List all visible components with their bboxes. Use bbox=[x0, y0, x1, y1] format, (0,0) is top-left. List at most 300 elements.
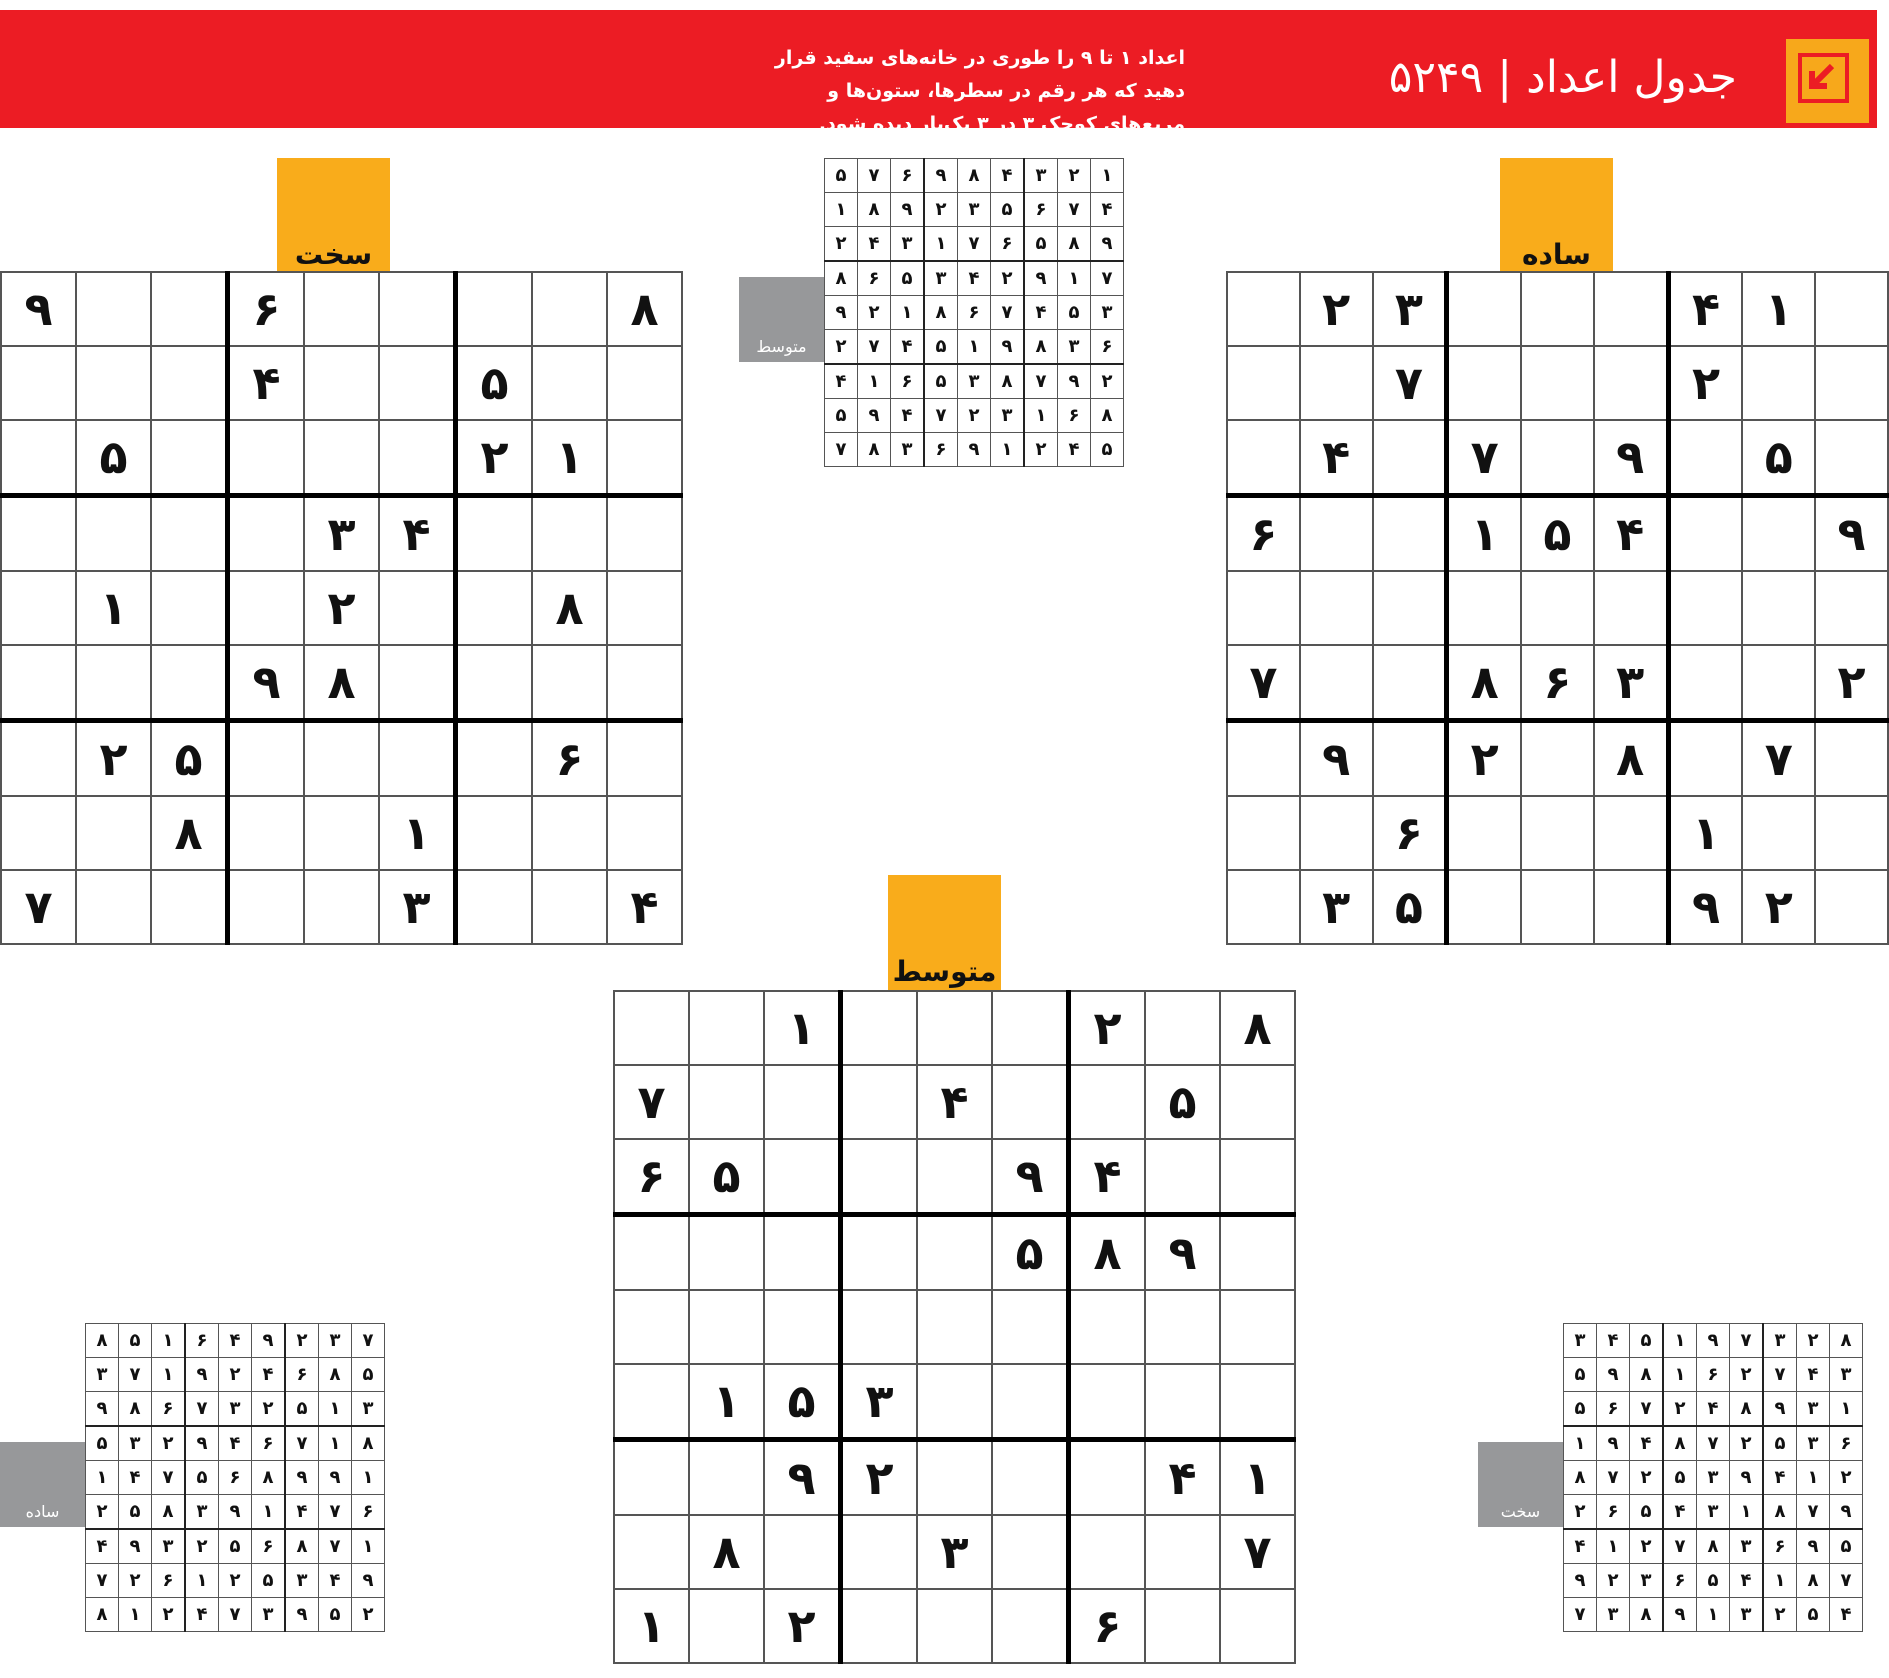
grid-row bbox=[1564, 1426, 1863, 1461]
grid-cell bbox=[532, 272, 607, 346]
grid-cell: ۸ bbox=[1024, 330, 1058, 365]
grid-cell: ۷ bbox=[1, 870, 76, 944]
grid-cell: ۳ bbox=[1763, 1324, 1797, 1358]
grid-cell bbox=[304, 420, 379, 496]
grid-cell: ۲ bbox=[1597, 1564, 1630, 1598]
grid-cell bbox=[1220, 1139, 1295, 1215]
grid-cell: ۹ bbox=[1594, 420, 1668, 496]
grid-cell bbox=[1, 346, 76, 420]
grid-cell: ۶ bbox=[1763, 1529, 1797, 1564]
grid-cell: ۱ bbox=[119, 1598, 152, 1632]
grid-cell: ۶ bbox=[1373, 796, 1447, 870]
grid-cell bbox=[532, 496, 607, 572]
grid-cell: ۹ bbox=[1663, 1598, 1697, 1632]
grid-cell: ۸ bbox=[1663, 1426, 1697, 1461]
grid-cell bbox=[1227, 420, 1300, 496]
grid-cell: ۵ bbox=[1145, 1065, 1220, 1139]
grid-cell: ۸ bbox=[352, 1426, 385, 1461]
grid-cell bbox=[228, 796, 305, 870]
grid-cell bbox=[992, 1515, 1069, 1589]
grid-cell bbox=[532, 645, 607, 721]
grid-cell bbox=[532, 346, 607, 420]
grid-cell: ۷ bbox=[352, 1324, 385, 1358]
grid-cell: ۲ bbox=[1730, 1426, 1764, 1461]
grid-cell: ۲ bbox=[1091, 364, 1124, 399]
grid-cell: ۵ bbox=[185, 1461, 219, 1495]
grid-cell: ۴ bbox=[891, 330, 925, 365]
grid-cell bbox=[1668, 571, 1742, 645]
grid-cell: ۳ bbox=[1630, 1564, 1664, 1598]
grid-cell bbox=[1815, 796, 1888, 870]
grid-row bbox=[1564, 1324, 1863, 1358]
grid-cell: ۷ bbox=[319, 1495, 352, 1530]
grid-cell: ۶ bbox=[891, 159, 925, 193]
grid-cell bbox=[1815, 571, 1888, 645]
grid-cell: ۷ bbox=[1564, 1598, 1597, 1632]
grid-cell: ۳ bbox=[152, 1529, 186, 1564]
grid-cell bbox=[1227, 272, 1300, 346]
grid-cell: ۴ bbox=[1797, 1358, 1830, 1392]
grid-cell bbox=[614, 991, 689, 1065]
grid-cell: ۶ bbox=[1597, 1392, 1630, 1427]
grid-cell bbox=[1300, 645, 1373, 721]
grid-cell: ۵ bbox=[352, 1358, 385, 1392]
grid-cell: ۱ bbox=[379, 796, 456, 870]
easy-answer-label: ساده bbox=[0, 1442, 85, 1527]
grid-cell: ۹ bbox=[1815, 496, 1888, 572]
grid-cell bbox=[1069, 1515, 1146, 1589]
grid-row bbox=[1, 796, 682, 870]
grid-cell: ۷ bbox=[1091, 261, 1124, 296]
grid-cell bbox=[764, 1215, 841, 1291]
grid-cell bbox=[1742, 796, 1815, 870]
hard-answer-label: سخت bbox=[1478, 1442, 1563, 1527]
grid-row bbox=[825, 330, 1124, 365]
grid-cell bbox=[1594, 571, 1668, 645]
grid-row bbox=[1227, 870, 1888, 944]
grid-cell: ۶ bbox=[352, 1495, 385, 1530]
grid-cell: ۴ bbox=[917, 1065, 992, 1139]
hard-label: سخت bbox=[277, 158, 390, 273]
grid-cell bbox=[917, 1215, 992, 1291]
grid-cell bbox=[917, 1290, 992, 1364]
grid-cell: ۹ bbox=[992, 1139, 1069, 1215]
grid-cell: ۶ bbox=[252, 1529, 286, 1564]
grid-cell: ۷ bbox=[1797, 1495, 1830, 1530]
grid-cell: ۲ bbox=[86, 1495, 119, 1530]
grid-cell: ۱ bbox=[1091, 159, 1124, 193]
grid-cell bbox=[76, 870, 151, 944]
grid-row bbox=[825, 227, 1124, 262]
grid-cell: ۲ bbox=[1730, 1358, 1764, 1392]
grid-cell: ۸ bbox=[1058, 227, 1091, 262]
grid-cell bbox=[456, 496, 533, 572]
grid-cell bbox=[151, 870, 228, 944]
grid-cell: ۱ bbox=[1763, 1564, 1797, 1598]
grid-cell bbox=[456, 571, 533, 645]
grid-cell bbox=[151, 420, 228, 496]
grid-cell: ۴ bbox=[1058, 433, 1091, 467]
hard-solution-grid bbox=[1563, 1323, 1863, 1632]
grid-cell bbox=[764, 1065, 841, 1139]
grid-cell: ۹ bbox=[185, 1358, 219, 1392]
grid-cell bbox=[379, 346, 456, 420]
grid-row bbox=[86, 1529, 385, 1564]
grid-cell bbox=[992, 1440, 1069, 1516]
grid-cell bbox=[1069, 1440, 1146, 1516]
grid-cell: ۲ bbox=[1564, 1495, 1597, 1530]
grid-cell: ۱ bbox=[991, 433, 1025, 467]
grid-cell: ۵ bbox=[924, 330, 958, 365]
grid-cell bbox=[1220, 1364, 1295, 1440]
grid-row bbox=[1564, 1564, 1863, 1598]
grid-cell: ۴ bbox=[319, 1564, 352, 1598]
grid-cell: ۵ bbox=[252, 1564, 286, 1598]
grid-cell: ۲ bbox=[219, 1564, 252, 1598]
grid-cell: ۵ bbox=[1091, 433, 1124, 467]
grid-cell bbox=[1521, 870, 1594, 944]
grid-cell bbox=[456, 272, 533, 346]
header-bar bbox=[0, 10, 1877, 168]
grid-cell: ۱ bbox=[86, 1461, 119, 1495]
easy-label: ساده bbox=[1500, 158, 1613, 273]
grid-cell: ۵ bbox=[764, 1364, 841, 1440]
grid-cell: ۲ bbox=[1058, 159, 1091, 193]
grid-cell: ۳ bbox=[1300, 870, 1373, 944]
grid-cell: ۸ bbox=[991, 364, 1025, 399]
grid-cell bbox=[228, 420, 305, 496]
grid-cell: ۲ bbox=[219, 1358, 252, 1392]
grid-cell: ۱ bbox=[76, 571, 151, 645]
grid-cell: ۶ bbox=[891, 364, 925, 399]
grid-cell: ۳ bbox=[1730, 1598, 1764, 1632]
grid-cell bbox=[1300, 496, 1373, 572]
grid-row bbox=[825, 433, 1124, 467]
grid-cell: ۶ bbox=[1830, 1426, 1863, 1461]
grid-cell bbox=[689, 1290, 764, 1364]
grid-row bbox=[1564, 1392, 1863, 1427]
grid-cell: ۲ bbox=[841, 1440, 918, 1516]
grid-row bbox=[1, 571, 682, 645]
grid-cell: ۸ bbox=[1564, 1461, 1597, 1495]
grid-cell: ۸ bbox=[1797, 1564, 1830, 1598]
grid-cell: ۵ bbox=[86, 1426, 119, 1461]
grid-cell bbox=[1220, 1290, 1295, 1364]
grid-cell: ۱ bbox=[152, 1324, 186, 1358]
grid-cell: ۹ bbox=[1300, 721, 1373, 797]
medium-label: متوسط bbox=[888, 875, 1001, 990]
grid-cell bbox=[689, 1440, 764, 1516]
grid-cell: ۲ bbox=[1630, 1461, 1664, 1495]
grid-cell: ۴ bbox=[86, 1529, 119, 1564]
grid-cell: ۶ bbox=[152, 1564, 186, 1598]
grid-cell: ۷ bbox=[119, 1358, 152, 1392]
grid-cell bbox=[764, 1515, 841, 1589]
grid-cell: ۵ bbox=[1742, 420, 1815, 496]
instructions-text: اعداد ۱ تا ۹ را طوری در خانه‌های سفید قرار دهید که هر رقم در سطرها، ستون‌ها و مربع‌های کوچک ۳ در ۳ یک‌بار دیده شود. پاسخ‌ها در ادامه آمده است. bbox=[774, 47, 1185, 168]
grid-cell: ۹ bbox=[825, 296, 858, 330]
medium-answer-label: متوسط bbox=[739, 277, 824, 362]
grid-cell bbox=[917, 1440, 992, 1516]
grid-cell: ۲ bbox=[152, 1426, 186, 1461]
grid-row bbox=[1227, 346, 1888, 420]
grid-cell: ۳ bbox=[891, 433, 925, 467]
grid-cell bbox=[1145, 1139, 1220, 1215]
grid-cell: ۵ bbox=[151, 721, 228, 797]
grid-cell: ۳ bbox=[1594, 645, 1668, 721]
grid-cell bbox=[151, 272, 228, 346]
medium-puzzle-grid bbox=[613, 990, 1296, 1664]
grid-cell: ۴ bbox=[219, 1324, 252, 1358]
grid-cell: ۴ bbox=[1730, 1564, 1764, 1598]
grid-cell: ۹ bbox=[352, 1564, 385, 1598]
grid-cell: ۲ bbox=[764, 1589, 841, 1663]
grid-cell: ۳ bbox=[1797, 1426, 1830, 1461]
grid-cell: ۶ bbox=[1091, 330, 1124, 365]
grid-cell: ۹ bbox=[1763, 1392, 1797, 1427]
grid-cell: ۷ bbox=[1024, 364, 1058, 399]
grid-cell bbox=[1668, 721, 1742, 797]
grid-cell: ۶ bbox=[924, 433, 958, 467]
grid-cell: ۹ bbox=[764, 1440, 841, 1516]
grid-cell: ۲ bbox=[1797, 1324, 1830, 1358]
grid-cell bbox=[1373, 571, 1447, 645]
grid-cell: ۴ bbox=[1145, 1440, 1220, 1516]
grid-cell: ۴ bbox=[285, 1495, 319, 1530]
grid-cell: ۵ bbox=[1697, 1564, 1730, 1598]
grid-cell bbox=[1447, 571, 1521, 645]
grid-cell bbox=[1594, 870, 1668, 944]
grid-cell bbox=[614, 1440, 689, 1516]
grid-cell: ۷ bbox=[825, 433, 858, 467]
grid-cell: ۸ bbox=[858, 193, 891, 227]
grid-cell bbox=[379, 645, 456, 721]
grid-cell: ۲ bbox=[1300, 272, 1373, 346]
grid-cell bbox=[1227, 721, 1300, 797]
grid-cell: ۱ bbox=[1830, 1392, 1863, 1427]
grid-cell: ۳ bbox=[379, 870, 456, 944]
grid-cell: ۷ bbox=[1220, 1515, 1295, 1589]
grid-cell bbox=[379, 272, 456, 346]
grid-cell bbox=[532, 870, 607, 944]
grid-cell: ۹ bbox=[924, 159, 958, 193]
grid-cell: ۳ bbox=[1091, 296, 1124, 330]
grid-cell bbox=[304, 870, 379, 944]
grid-cell bbox=[1521, 796, 1594, 870]
grid-row bbox=[1227, 721, 1888, 797]
grid-row bbox=[1, 346, 682, 420]
grid-cell: ۵ bbox=[924, 364, 958, 399]
grid-cell: ۲ bbox=[825, 227, 858, 262]
grid-cell: ۵ bbox=[1797, 1598, 1830, 1632]
grid-cell: ۴ bbox=[185, 1598, 219, 1632]
grid-cell: ۲ bbox=[185, 1529, 219, 1564]
grid-cell: ۴ bbox=[1024, 296, 1058, 330]
grid-cell: ۱ bbox=[858, 364, 891, 399]
grid-row bbox=[614, 1065, 1295, 1139]
grid-cell: ۹ bbox=[1564, 1564, 1597, 1598]
grid-cell: ۸ bbox=[1220, 991, 1295, 1065]
grid-row bbox=[1, 645, 682, 721]
grid-cell: ۴ bbox=[991, 159, 1025, 193]
grid-cell bbox=[1227, 571, 1300, 645]
grid-cell bbox=[917, 1589, 992, 1663]
grid-cell: ۴ bbox=[1564, 1529, 1597, 1564]
grid-cell bbox=[1069, 1290, 1146, 1364]
grid-cell bbox=[1815, 272, 1888, 346]
grid-cell bbox=[1815, 721, 1888, 797]
grid-cell: ۱ bbox=[689, 1364, 764, 1440]
grid-cell bbox=[1145, 1589, 1220, 1663]
grid-cell: ۹ bbox=[1597, 1426, 1630, 1461]
grid-cell: ۴ bbox=[119, 1461, 152, 1495]
grid-cell: ۳ bbox=[86, 1358, 119, 1392]
grid-cell: ۳ bbox=[917, 1515, 992, 1589]
grid-cell: ۵ bbox=[1564, 1392, 1597, 1427]
grid-cell: ۱ bbox=[924, 227, 958, 262]
grid-cell bbox=[151, 496, 228, 572]
grid-cell: ۹ bbox=[219, 1495, 252, 1530]
grid-cell: ۸ bbox=[825, 261, 858, 296]
grid-row bbox=[614, 1589, 1295, 1663]
grid-cell bbox=[607, 645, 682, 721]
grid-cell: ۶ bbox=[219, 1461, 252, 1495]
grid-cell bbox=[1300, 571, 1373, 645]
grid-cell: ۴ bbox=[228, 346, 305, 420]
grid-cell: ۷ bbox=[152, 1461, 186, 1495]
grid-cell bbox=[304, 796, 379, 870]
grid-cell bbox=[1220, 1065, 1295, 1139]
logo-arrow-icon bbox=[1798, 53, 1849, 103]
grid-cell: ۶ bbox=[1069, 1589, 1146, 1663]
grid-cell: ۵ bbox=[1763, 1426, 1797, 1461]
grid-cell: ۵ bbox=[1058, 296, 1091, 330]
grid-cell: ۸ bbox=[924, 296, 958, 330]
grid-cell: ۷ bbox=[1373, 346, 1447, 420]
grid-cell bbox=[1373, 721, 1447, 797]
grid-cell: ۲ bbox=[1763, 1598, 1797, 1632]
grid-cell: ۸ bbox=[285, 1529, 319, 1564]
grid-cell bbox=[917, 1139, 992, 1215]
grid-cell: ۴ bbox=[1663, 1495, 1697, 1530]
grid-cell: ۳ bbox=[185, 1495, 219, 1530]
grid-cell: ۸ bbox=[1763, 1495, 1797, 1530]
grid-cell bbox=[1373, 645, 1447, 721]
grid-cell bbox=[1069, 1065, 1146, 1139]
grid-cell: ۱ bbox=[1663, 1324, 1697, 1358]
grid-cell: ۷ bbox=[1447, 420, 1521, 496]
grid-cell bbox=[228, 571, 305, 645]
grid-cell: ۷ bbox=[1730, 1324, 1764, 1358]
grid-cell bbox=[841, 1515, 918, 1589]
grid-cell bbox=[379, 721, 456, 797]
grid-cell bbox=[607, 496, 682, 572]
grid-row bbox=[1227, 571, 1888, 645]
grid-cell: ۸ bbox=[1697, 1529, 1730, 1564]
grid-cell: ۳ bbox=[1058, 330, 1091, 365]
grid-row bbox=[86, 1358, 385, 1392]
grid-cell: ۵ bbox=[1663, 1461, 1697, 1495]
grid-cell bbox=[151, 645, 228, 721]
grid-cell: ۷ bbox=[1763, 1358, 1797, 1392]
grid-cell: ۶ bbox=[1597, 1495, 1630, 1530]
grid-row bbox=[86, 1324, 385, 1358]
grid-cell: ۲ bbox=[252, 1392, 286, 1427]
grid-cell: ۹ bbox=[1091, 227, 1124, 262]
page-title: جدول اعداد | ۵۲۴۹ bbox=[1388, 52, 1737, 103]
grid-cell bbox=[1815, 346, 1888, 420]
grid-cell bbox=[1594, 272, 1668, 346]
grid-cell: ۱ bbox=[1742, 272, 1815, 346]
grid-cell: ۵ bbox=[119, 1495, 152, 1530]
grid-cell: ۴ bbox=[1597, 1324, 1630, 1358]
grid-cell: ۳ bbox=[1830, 1358, 1863, 1392]
grid-cell bbox=[1447, 870, 1521, 944]
grid-cell: ۱ bbox=[1220, 1440, 1295, 1516]
grid-cell bbox=[379, 420, 456, 496]
grid-cell: ۴ bbox=[1594, 496, 1668, 572]
grid-cell bbox=[1145, 1364, 1220, 1440]
grid-cell: ۲ bbox=[1815, 645, 1888, 721]
grid-row bbox=[1564, 1358, 1863, 1392]
grid-cell bbox=[151, 571, 228, 645]
grid-cell: ۶ bbox=[991, 227, 1025, 262]
grid-cell: ۸ bbox=[1594, 721, 1668, 797]
grid-cell: ۷ bbox=[614, 1065, 689, 1139]
grid-cell: ۱ bbox=[1597, 1529, 1630, 1564]
grid-cell bbox=[76, 272, 151, 346]
grid-cell: ۸ bbox=[607, 272, 682, 346]
grid-cell bbox=[1227, 796, 1300, 870]
grid-cell bbox=[228, 870, 305, 944]
grid-cell: ۹ bbox=[1697, 1324, 1730, 1358]
grid-cell: ۶ bbox=[858, 261, 891, 296]
grid-cell bbox=[841, 1215, 918, 1291]
grid-cell bbox=[1815, 870, 1888, 944]
grid-cell bbox=[1300, 796, 1373, 870]
grid-cell: ۷ bbox=[924, 399, 958, 433]
grid-cell: ۴ bbox=[958, 261, 991, 296]
grid-cell bbox=[1, 496, 76, 572]
grid-cell bbox=[76, 496, 151, 572]
grid-cell: ۹ bbox=[1, 272, 76, 346]
grid-cell bbox=[1, 420, 76, 496]
grid-cell: ۱ bbox=[1058, 261, 1091, 296]
grid-cell bbox=[304, 346, 379, 420]
grid-cell: ۵ bbox=[285, 1392, 319, 1427]
grid-cell bbox=[1, 796, 76, 870]
grid-cell: ۴ bbox=[1830, 1598, 1863, 1632]
grid-cell: ۱ bbox=[1730, 1495, 1764, 1530]
grid-cell bbox=[1521, 420, 1594, 496]
grid-cell bbox=[764, 1290, 841, 1364]
grid-cell: ۵ bbox=[319, 1598, 352, 1632]
grid-cell bbox=[1668, 496, 1742, 572]
grid-cell bbox=[689, 1215, 764, 1291]
grid-cell bbox=[1, 721, 76, 797]
grid-cell bbox=[1220, 1215, 1295, 1291]
grid-cell: ۱ bbox=[825, 193, 858, 227]
grid-cell: ۶ bbox=[152, 1392, 186, 1427]
grid-cell: ۹ bbox=[252, 1324, 286, 1358]
grid-cell bbox=[841, 1589, 918, 1663]
grid-cell: ۷ bbox=[1742, 721, 1815, 797]
grid-cell: ۹ bbox=[1597, 1358, 1630, 1392]
grid-cell bbox=[1447, 796, 1521, 870]
grid-cell bbox=[1594, 796, 1668, 870]
grid-cell: ۱ bbox=[1447, 496, 1521, 572]
grid-cell: ۸ bbox=[1630, 1358, 1664, 1392]
